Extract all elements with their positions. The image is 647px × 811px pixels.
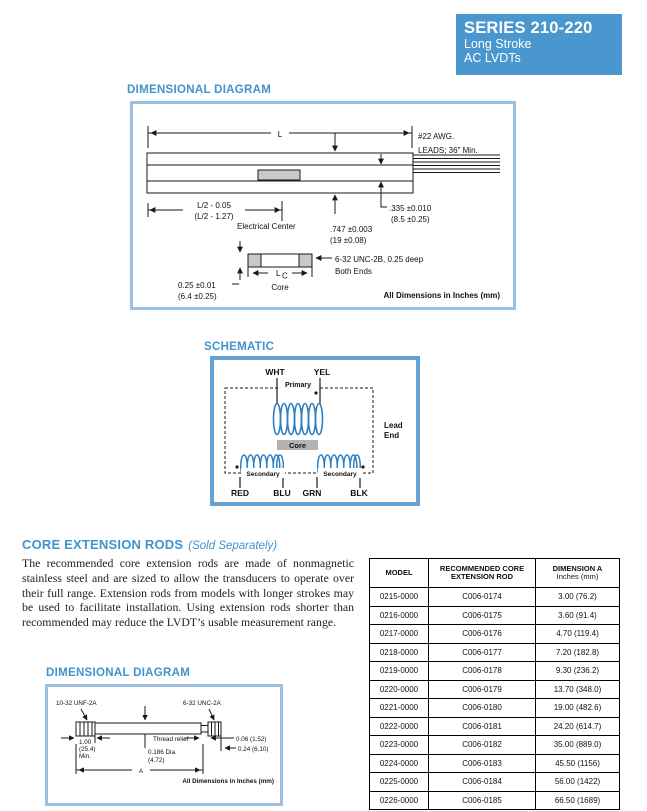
cell-dim: 13.70 (348.0): [536, 680, 620, 699]
core-length-sub: C: [282, 271, 288, 281]
lvdt-schematic-drawing: [214, 360, 416, 502]
table-row: [370, 643, 620, 662]
half-length-label-1: L/2 - 0.05: [197, 201, 231, 210]
cell-rod: C006-0181: [429, 717, 536, 736]
lvdt-body-drawing: [147, 153, 500, 193]
dia-label-1: 0.186 Dia.: [148, 749, 177, 756]
cell-dim: 4.70 (119.4): [536, 625, 620, 644]
dim2-heading: DIMENSIONAL DIAGRAM: [46, 667, 191, 679]
outer-dim-label-1: .747 ±0.003: [330, 225, 373, 234]
table-row: [370, 754, 620, 773]
neck-dim-label: 0.06 (1.52): [236, 736, 267, 743]
cell-rod: C006-0178: [429, 662, 536, 681]
min-length-label-1: 1.00: [79, 739, 92, 746]
primary-coil: [274, 404, 323, 435]
table-row: [370, 606, 620, 625]
table-row: [370, 773, 620, 792]
cell-dim: 66.50 (1689): [536, 791, 620, 810]
cell-dim: 19.00 (482.6): [536, 699, 620, 718]
table-row: [370, 662, 620, 681]
header-model: [370, 559, 429, 588]
cell-rod: C006-0179: [429, 680, 536, 699]
cell-model: 0224-0000: [370, 754, 429, 773]
header-rod: [429, 559, 536, 588]
table-row: [370, 717, 620, 736]
yel-label: YEL: [313, 367, 331, 377]
rods-heading-qualifier: (Sold Separately): [188, 540, 278, 552]
cell-model: 0221-0000: [370, 699, 429, 718]
grn-label: GRN: [302, 488, 322, 498]
header-rod-line1: RECOMMENDED CORE: [439, 563, 525, 573]
cell-model: 0226-0000: [370, 791, 429, 810]
right-thread-label: 6-32 UNC-2A: [183, 700, 221, 707]
cell-model: 0215-0000: [370, 588, 429, 607]
series-title: SERIES 210-220: [464, 19, 593, 37]
wht-label: WHT: [265, 367, 285, 377]
thread-note-1: 6-32 UNC-2B, 0.25 deep: [335, 255, 424, 264]
table-row: [370, 625, 620, 644]
series-subtitle-1: Long Stroke: [464, 37, 532, 51]
cell-dim: 24.20 (614.7): [536, 717, 620, 736]
cell-dim: 45.50 (1156): [536, 754, 620, 773]
header-model-text: MODEL: [385, 567, 413, 577]
header-dim: [536, 559, 620, 588]
rods-heading-main: CORE EXTENSION RODS: [22, 537, 184, 552]
cell-model: 0225-0000: [370, 773, 429, 792]
lead-end-label-2: End: [384, 431, 400, 440]
dim2-box: [45, 684, 283, 806]
rods-paragraph: The recommended core extension rods are made of nonmagnetic stainless steel and are sized to allow the transducers to operate over their full range. Extension rods from models with longer strokes may be used to facilitate installation. Using extension rods shorter than recommended may reduce the LVDT’s usable measurement range.: [22, 556, 354, 630]
cell-rod: C006-0185: [429, 791, 536, 810]
schematic-box: [210, 356, 420, 506]
lvdt-dimensional-drawing: [133, 104, 513, 307]
dim2-labels: [56, 700, 274, 785]
blk-label: BLK: [350, 488, 368, 498]
table-row: [370, 699, 620, 718]
cell-model: 0219-0000: [370, 662, 429, 681]
core-dia-label-2: (6.4 ±0.25): [178, 292, 217, 301]
red-label: RED: [231, 488, 249, 498]
outer-dim-label-2: (19 ±0.08): [330, 236, 367, 245]
cell-rod: C006-0174: [429, 588, 536, 607]
cell-model: 0218-0000: [370, 643, 429, 662]
cell-dim: 3.00 (76.2): [536, 588, 620, 607]
cell-rod: C006-0177: [429, 643, 536, 662]
rod-body-drawing: [76, 722, 221, 736]
electrical-center-label: Electrical Center: [237, 222, 296, 231]
rods-heading: [22, 536, 277, 554]
secondary-right-label: Secondary: [323, 471, 357, 478]
dim1-box: [130, 101, 516, 310]
header-dim-line1: DIMENSION A: [552, 563, 603, 573]
thread-relief-label: Thread relief: [153, 736, 189, 743]
core-label: Core: [271, 283, 289, 292]
cell-dim: 3.60 (91.4): [536, 606, 620, 625]
core-length-label: L: [276, 269, 281, 278]
cell-rod: C006-0184: [429, 773, 536, 792]
header-dim-line2: Inches (mm): [556, 572, 599, 581]
table-row: [370, 791, 620, 810]
extension-rod-drawing: [48, 687, 280, 803]
table-row: [370, 680, 620, 699]
awg-label-1: #22 AWG.: [418, 132, 455, 141]
cell-model: 0220-0000: [370, 680, 429, 699]
dia-label-2: (4.72): [148, 757, 165, 764]
polarity-dot-primary: [314, 391, 317, 394]
length-label: L: [277, 130, 283, 139]
lead-end-label-1: Lead: [384, 421, 403, 430]
half-length-label-2: (L/2 - 1.27): [194, 212, 234, 221]
table-row: [370, 736, 620, 755]
cell-model: 0222-0000: [370, 717, 429, 736]
header-rod-line2: EXTENSION ROD: [450, 572, 514, 581]
cell-model: 0216-0000: [370, 606, 429, 625]
secondary-left-label: Secondary: [246, 471, 280, 478]
cell-model: 0223-0000: [370, 736, 429, 755]
cell-dim: 7.20 (182.8): [536, 643, 620, 662]
core-dia-label-1: 0.25 ±0.01: [178, 281, 216, 290]
rod-table: [369, 558, 620, 810]
polarity-dot-secondary-left: [235, 465, 238, 468]
series-banner: [456, 14, 622, 75]
table-row: [370, 588, 620, 607]
thread-length-label: 0.24 (6.10): [238, 746, 269, 753]
cell-rod: C006-0176: [429, 625, 536, 644]
dim1-heading: DIMENSIONAL DIAGRAM: [127, 84, 272, 96]
cell-rod: C006-0175: [429, 606, 536, 625]
cell-dim: 9.30 (236.2): [536, 662, 620, 681]
awg-label-2: LEADS; 36" Min.: [418, 146, 478, 155]
thread-note-2: Both Ends: [335, 267, 372, 276]
all-dims-note: All Dimensions in Inches (mm): [182, 778, 274, 785]
left-thread-label: 10-32 UNF-2A: [56, 700, 97, 707]
min-length-label-2: (25.4): [79, 746, 96, 753]
bore-dim-label-2: (8.5 ±0.25): [391, 215, 430, 224]
all-dims-note: All Dimensions in Inches (mm): [383, 291, 500, 300]
series-subtitle-2: AC LVDTs: [464, 51, 521, 65]
bore-dim-label-1: .335 ±0.010: [389, 204, 432, 213]
cell-model: 0217-0000: [370, 625, 429, 644]
cell-dim: 56.00 (1422): [536, 773, 620, 792]
cell-rod: C006-0183: [429, 754, 536, 773]
core-label: Core: [288, 441, 307, 450]
cell-rod: C006-0180: [429, 699, 536, 718]
blu-label: BLU: [273, 488, 291, 498]
core-in-bore: [258, 170, 300, 180]
min-length-label-3: Min.: [79, 753, 91, 760]
cell-dim: 35.00 (889.0): [536, 736, 620, 755]
a-dim-label: A: [138, 768, 144, 775]
cell-rod: C006-0182: [429, 736, 536, 755]
primary-label: Primary: [284, 382, 312, 389]
schematic-heading: SCHEMATIC: [204, 341, 275, 353]
rod-table-body: [370, 588, 620, 810]
table-header-row: [370, 559, 620, 588]
